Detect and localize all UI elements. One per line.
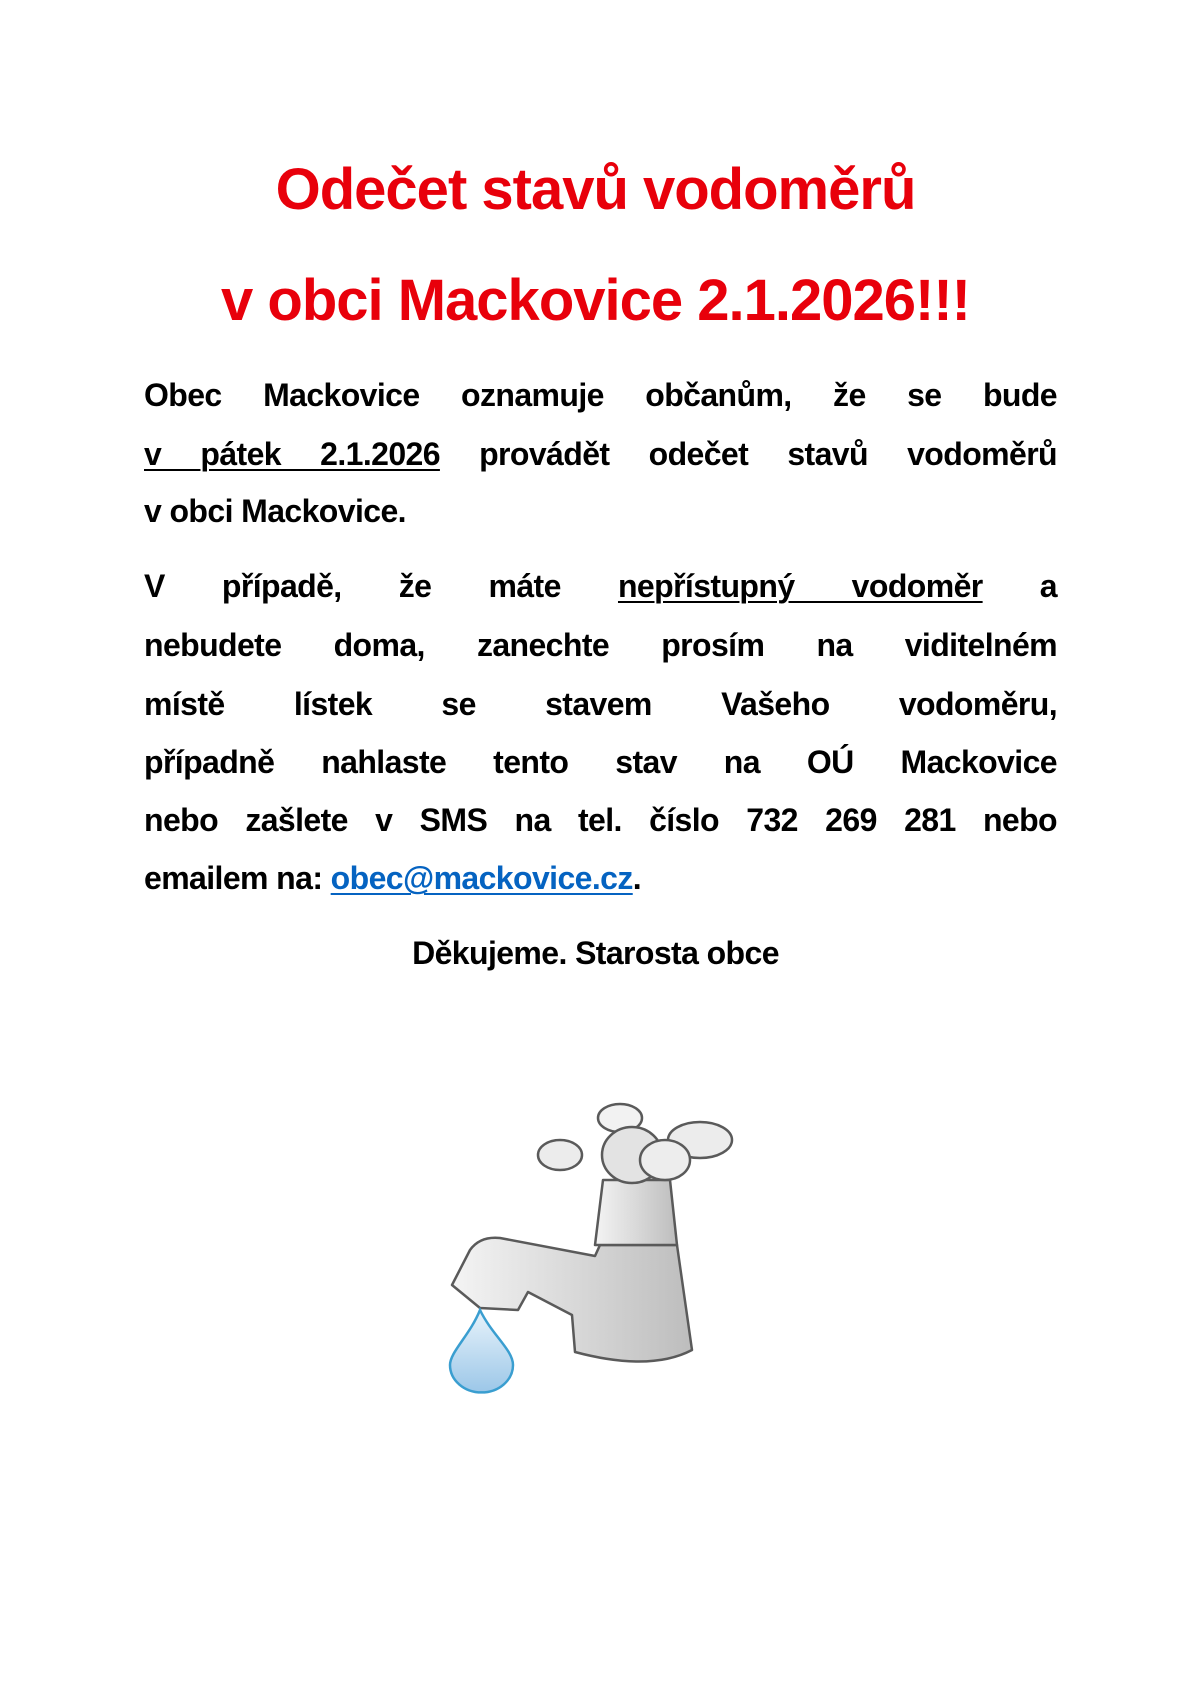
paragraph2-line-1 [144,564,1057,608]
email-link[interactable]: obec@mackovice.cz [330,860,633,896]
signature: Děkujeme. Starosta obce [412,935,779,971]
paragraph1-line-2-rest: provádět odečet stavů vodoměrů [439,436,1057,472]
paragraph1-line-2 [144,432,1057,476]
paragraph2-line-2: nebudete doma, zanechte prosím na viditelném [144,627,1057,663]
paragraph2-line-1-end: a [982,568,1057,604]
title-line-1: Odečet stavů vodoměrů [275,157,916,222]
paragraph2-line-6-end: . [632,860,642,896]
water-tap-dripping-icon [400,1060,800,1430]
paragraph1-line-1: Obec Mackovice oznamuje občanům, že se bude [144,377,1057,413]
inaccessible-meter-underlined: nepřístupný vodoměr [617,568,983,604]
paragraph2-line-5: nebo zašlete v SMS na tel. číslo 732 269 281 nebo [144,802,1057,838]
paragraph2-line-1-start: V případě, že máte [144,568,618,604]
date-underlined: v pátek 2.1.2026 [144,436,440,472]
paragraph1-line-3: v obci Mackovice. [144,493,406,529]
paragraph2-line-4: případně nahlaste tento stav na OÚ Mackovice [144,744,1057,780]
title-line-2: v obci Mackovice 2.1.2026!!! [221,268,970,333]
paragraph2-line-6 [144,856,1057,900]
paragraph2-line-3: místě lístek se stavem Vašeho vodoměru, [144,686,1057,722]
paragraph2-line-6-start: emailem na: [144,860,331,896]
